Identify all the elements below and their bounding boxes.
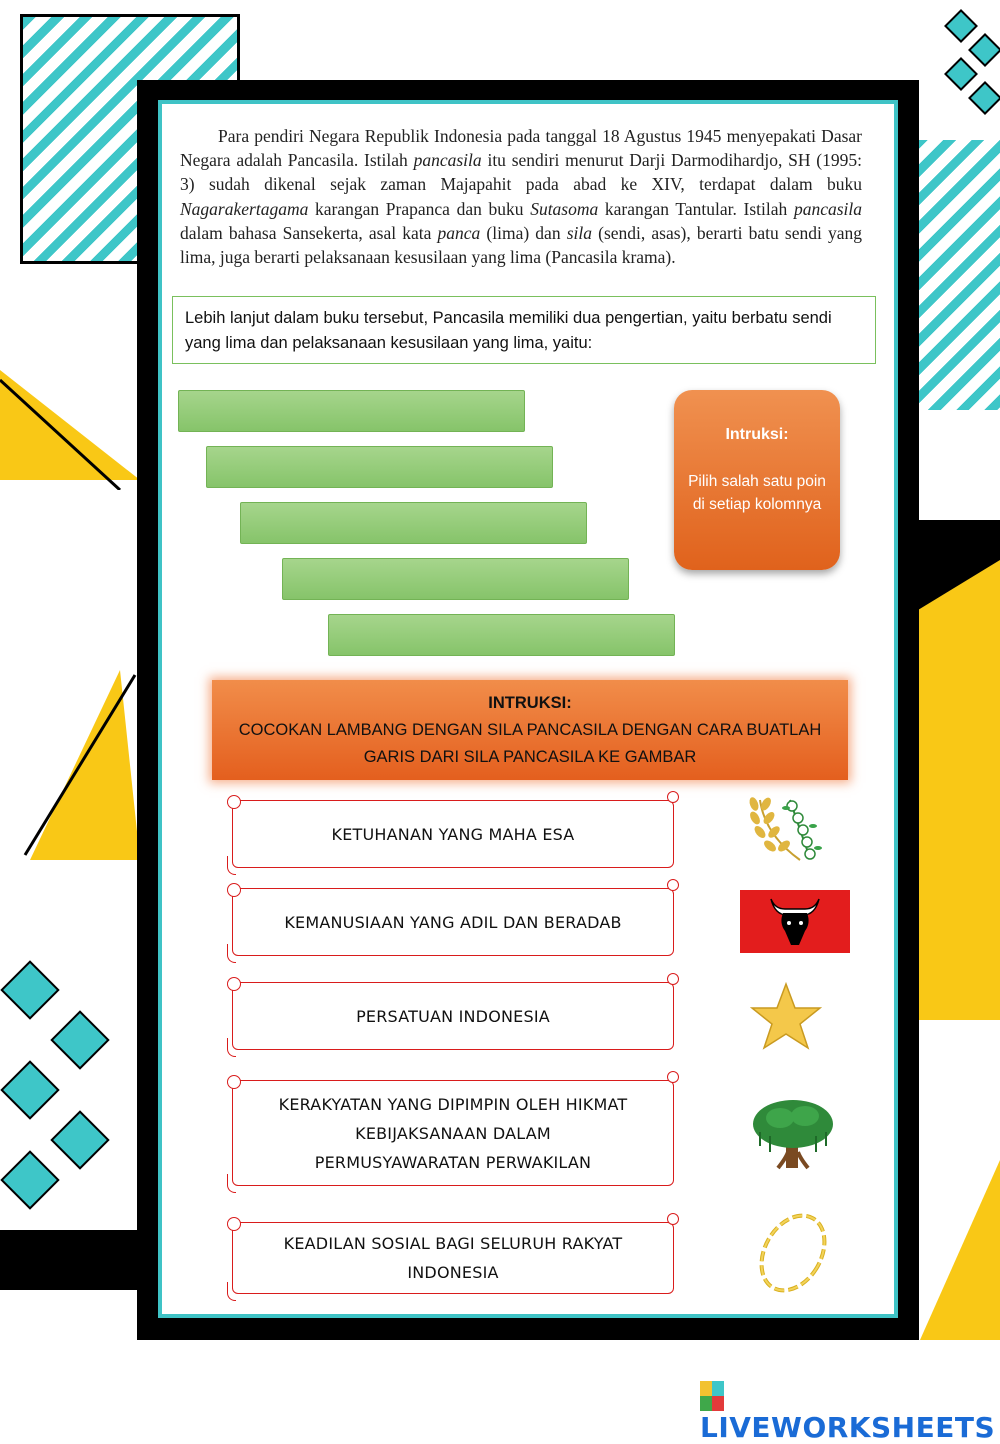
logo-badge xyxy=(700,1381,724,1411)
sila-label-5: KEADILAN SOSIAL BAGI SELURUH RAKYAT INDONESIA xyxy=(283,1234,623,1282)
note-box xyxy=(172,296,876,364)
answer-select-4[interactable] xyxy=(282,558,629,600)
decor-yellow-triangle-left xyxy=(0,330,140,490)
answer-select-2[interactable] xyxy=(206,446,553,488)
logo-text: LIVEWORKSHEETS xyxy=(700,1411,996,1444)
sila-item-2[interactable] xyxy=(232,888,674,956)
decor-diamond-top-right xyxy=(930,5,1000,115)
decor-stripes-right xyxy=(915,140,1000,410)
instruction-title: Intruksi: xyxy=(725,426,789,443)
banner-text: COCOKAN LAMBANG DENGAN SILA PANCASILA DENGAN CARA BUATLAH GARIS DARI SILA PANCASILA KE GAMBAR xyxy=(238,721,822,766)
bintang-icon[interactable] xyxy=(750,982,822,1050)
banteng-icon[interactable] xyxy=(740,890,850,953)
answer-select-1[interactable] xyxy=(178,390,525,432)
answer-select-5[interactable] xyxy=(328,614,675,656)
intro-paragraph: Para pendiri Negara Republik Indonesia pada tanggal 18 Agustus 1945 menyepakati Dasar Negara adalah Pancasila. Istilah pancasila itu sendiri menurut Darji Darmodihardjo, SH (1995: 3) sudah dikenal sejak zaman Majapahit pada abad ke XIV, terdapat dalam buku Nagarakertagama karangan Prapanca dan buku Sutasoma karangan Tantular. Istilah pancasila dalam bahasa Sansekerta, asal kata panca (lima) dan sila (sendi, asas), berarti batu sendi yang lima, juga berarti pelaksanaan kesusilaan yang lima (Pancasila krama). xyxy=(180,126,862,268)
answer-select-3[interactable] xyxy=(240,502,587,544)
sila-item-3[interactable] xyxy=(232,982,674,1050)
sila-label-1: KETUHANAN YANG MAHA ESA xyxy=(331,824,575,844)
decor-yellow-triangle-mid xyxy=(0,660,140,860)
sila-item-5[interactable] xyxy=(232,1222,674,1294)
instruction-text: Pilih salah satu poin di setiap kolomnya xyxy=(688,473,826,513)
liveworksheets-logo[interactable] xyxy=(700,1378,1000,1444)
note-text: Lebih lanjut dalam buku tersebut, Pancasila memiliki dua pengertian, yaitu berbatu sendi yang lima dan pelaksanaan kesusilaan yang lima, yaitu: xyxy=(185,309,832,352)
sila-item-1[interactable] xyxy=(232,800,674,868)
decor-diamonds-left xyxy=(0,950,140,1210)
decor-yellow-right xyxy=(918,520,1000,1020)
instruction-box xyxy=(674,390,840,570)
decor-black-band-left xyxy=(0,1230,140,1290)
padi-kapas-icon[interactable] xyxy=(740,790,830,870)
banner-title: INTRUKSI: xyxy=(488,694,572,712)
rantai-icon[interactable] xyxy=(752,1206,834,1300)
sila-item-4[interactable] xyxy=(232,1080,674,1186)
matching-instruction-banner xyxy=(212,680,848,780)
beringin-icon[interactable] xyxy=(750,1096,836,1172)
sila-label-4: KERAKYATAN YANG DIPIMPIN OLEH HIKMAT KEBIJAKSANAAN DALAM PERMUSYAWARATAN PERWAKILAN xyxy=(278,1094,628,1172)
sila-label-2: KEMANUSIAAN YANG ADIL DAN BERADAB xyxy=(284,912,622,932)
sila-label-3: PERSATUAN INDONESIA xyxy=(356,1006,550,1026)
